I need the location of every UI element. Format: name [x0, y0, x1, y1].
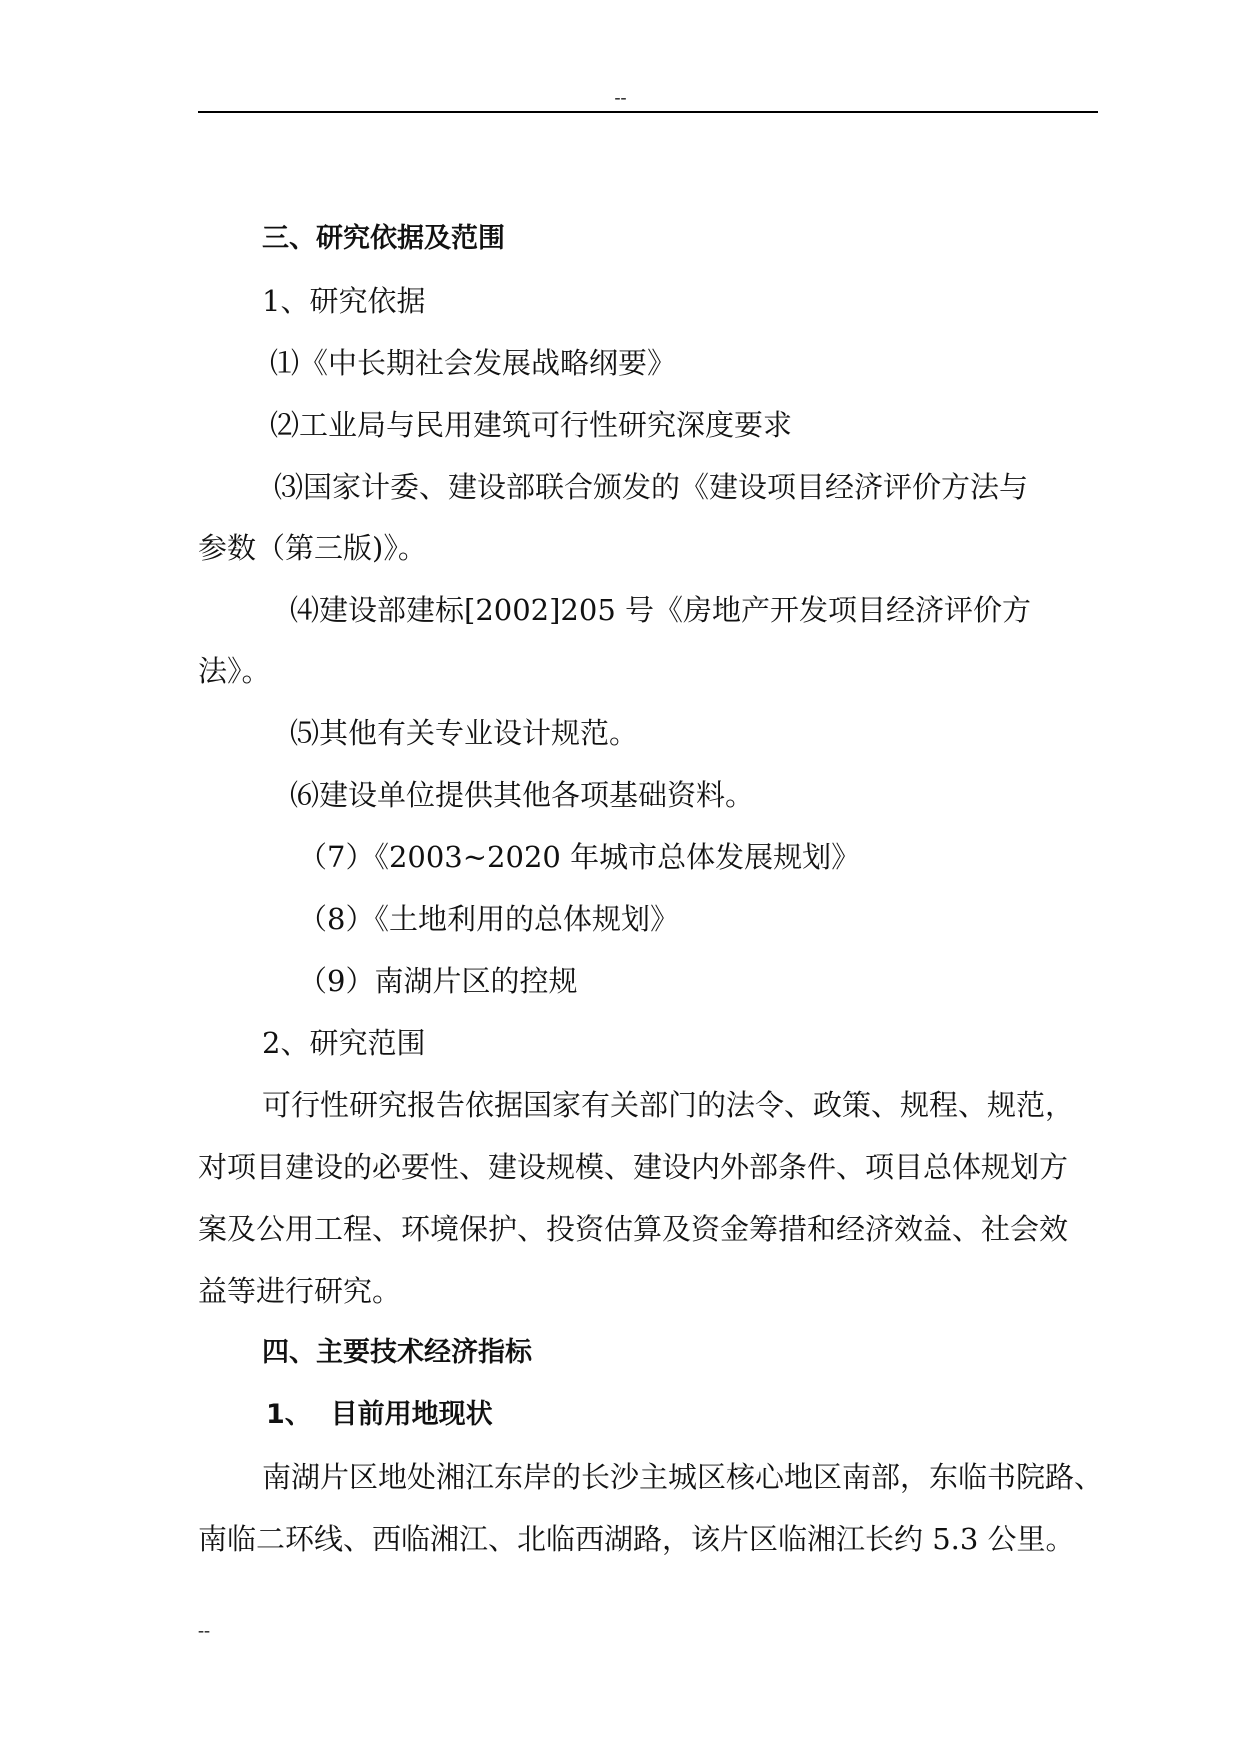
basis-item-7: （7）《2003~2020 年城市总体发展规划》 [298, 840, 861, 874]
basis-item-3-line-2: 参数（第三版)》。 [198, 531, 427, 565]
basis-item-6: ⑹建设单位提供其他各项基础资料。 [290, 778, 755, 812]
subheading-research-basis: 1、研究依据 [262, 284, 426, 318]
basis-item-4-line-2: 法》。 [198, 654, 271, 688]
header-mark: -- [614, 87, 627, 107]
subheading-research-scope: 2、研究范围 [262, 1026, 426, 1060]
basis-item-1: ⑴《中长期社会发展战略纲要》 [270, 346, 677, 380]
basis-item-5: ⑸其他有关专业设计规范。 [290, 716, 639, 750]
land-paragraph-line-2: 南临二环线、西临湘江、北临西湖路，该片区临湘江长约 5.3 公里。 [198, 1522, 1075, 1556]
basis-item-3-line-1: ⑶国家计委、建设部联合颁发的《建设项目经济评价方法与 [274, 470, 1029, 504]
footer-mark: -- [198, 1620, 210, 1640]
basis-item-4-line-1: ⑷建设部建标[2002]205 号《房地产开发项目经济评价方 [290, 593, 1032, 627]
scope-paragraph-line-3: 案及公用工程、环境保护、投资估算及资金筹措和经济效益、社会效 [198, 1212, 1069, 1246]
scope-paragraph-line-1: 可行性研究报告依据国家有关部门的法令、政策、规程、规范， [262, 1088, 1075, 1122]
basis-item-9: （9）南湖片区的控规 [298, 964, 578, 998]
scope-paragraph-line-2: 对项目建设的必要性、建设规模、建设内外部条件、项目总体规划方 [198, 1150, 1069, 1184]
basis-item-8: （8）《土地利用的总体规划》 [298, 902, 679, 936]
basis-item-2: ⑵工业局与民用建筑可行性研究深度要求 [270, 408, 793, 442]
section-heading-3: 三、研究依据及范围 [262, 223, 505, 254]
scope-paragraph-line-4: 益等进行研究。 [198, 1274, 402, 1308]
subheading-land-status: 1、 目前用地现状 [266, 1399, 493, 1430]
land-paragraph-line-1: 南湖片区地处湘江东岸的长沙主城区核心地区南部，东临书院路、 [262, 1460, 1104, 1494]
section-heading-4: 四、主要技术经济指标 [262, 1337, 532, 1368]
header-rule [198, 111, 1098, 113]
